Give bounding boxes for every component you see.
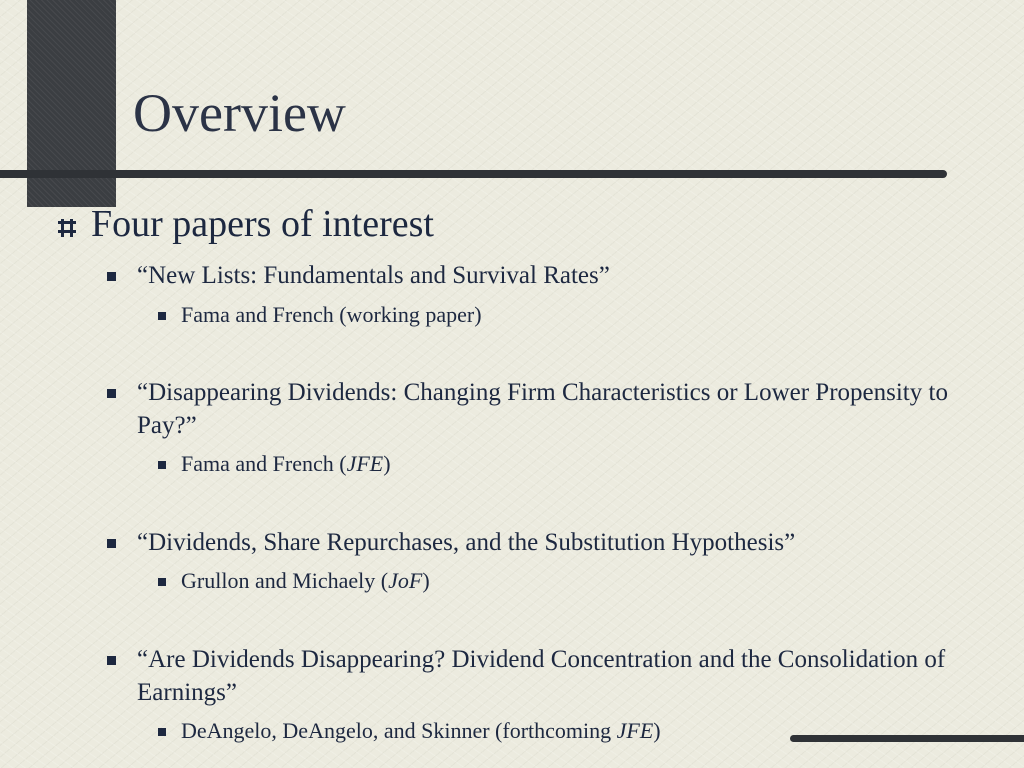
journal-name: JoF: [388, 568, 423, 593]
paper-title: “Are Dividends Disappearing? Dividend Concentration and the Consolidation of Earnings”: [137, 646, 946, 706]
square-bullet-icon: [158, 461, 166, 469]
paper-authors-item: [158, 450, 978, 478]
paper-title-item: [107, 643, 987, 709]
paper-authors-item: [158, 717, 978, 745]
paper-title: “Dividends, Share Repurchases, and the Substitution Hypothesis”: [137, 529, 796, 556]
paper-title: “New Lists: Fundamentals and Survival Rates”: [137, 262, 610, 289]
square-bullet-icon: [158, 312, 166, 320]
paper-authors: Fama and French (JFE): [181, 451, 391, 476]
hash-bullet-icon: [56, 217, 78, 239]
square-bullet-icon: [158, 578, 166, 586]
paper-title: “Disappearing Dividends: Changing Firm Characteristics or Lower Propensity to Pay?”: [137, 379, 948, 439]
square-bullet-icon: [107, 656, 116, 665]
paper-authors-item: [158, 567, 978, 595]
square-bullet-icon: [107, 539, 116, 548]
paper-authors: Grullon and Michaely (JoF): [181, 568, 430, 593]
journal-name: JFE: [346, 451, 384, 476]
square-bullet-icon: [107, 272, 116, 281]
main-bullet-text: Four papers of interest: [91, 203, 434, 245]
paper-authors: DeAngelo, DeAngelo, and Skinner (forthcoming JFE): [181, 718, 661, 743]
paper-title-item: [107, 526, 987, 559]
square-bullet-icon: [158, 728, 166, 736]
paper-authors: Fama and French (working paper): [181, 302, 482, 327]
paper-title-item: [107, 376, 987, 442]
title-divider: [0, 170, 947, 178]
square-bullet-icon: [107, 389, 116, 398]
slide-title: Overview: [133, 83, 346, 143]
paper-authors-item: [158, 301, 978, 329]
journal-name: JFE: [616, 718, 654, 743]
paper-title-item: [107, 259, 987, 292]
